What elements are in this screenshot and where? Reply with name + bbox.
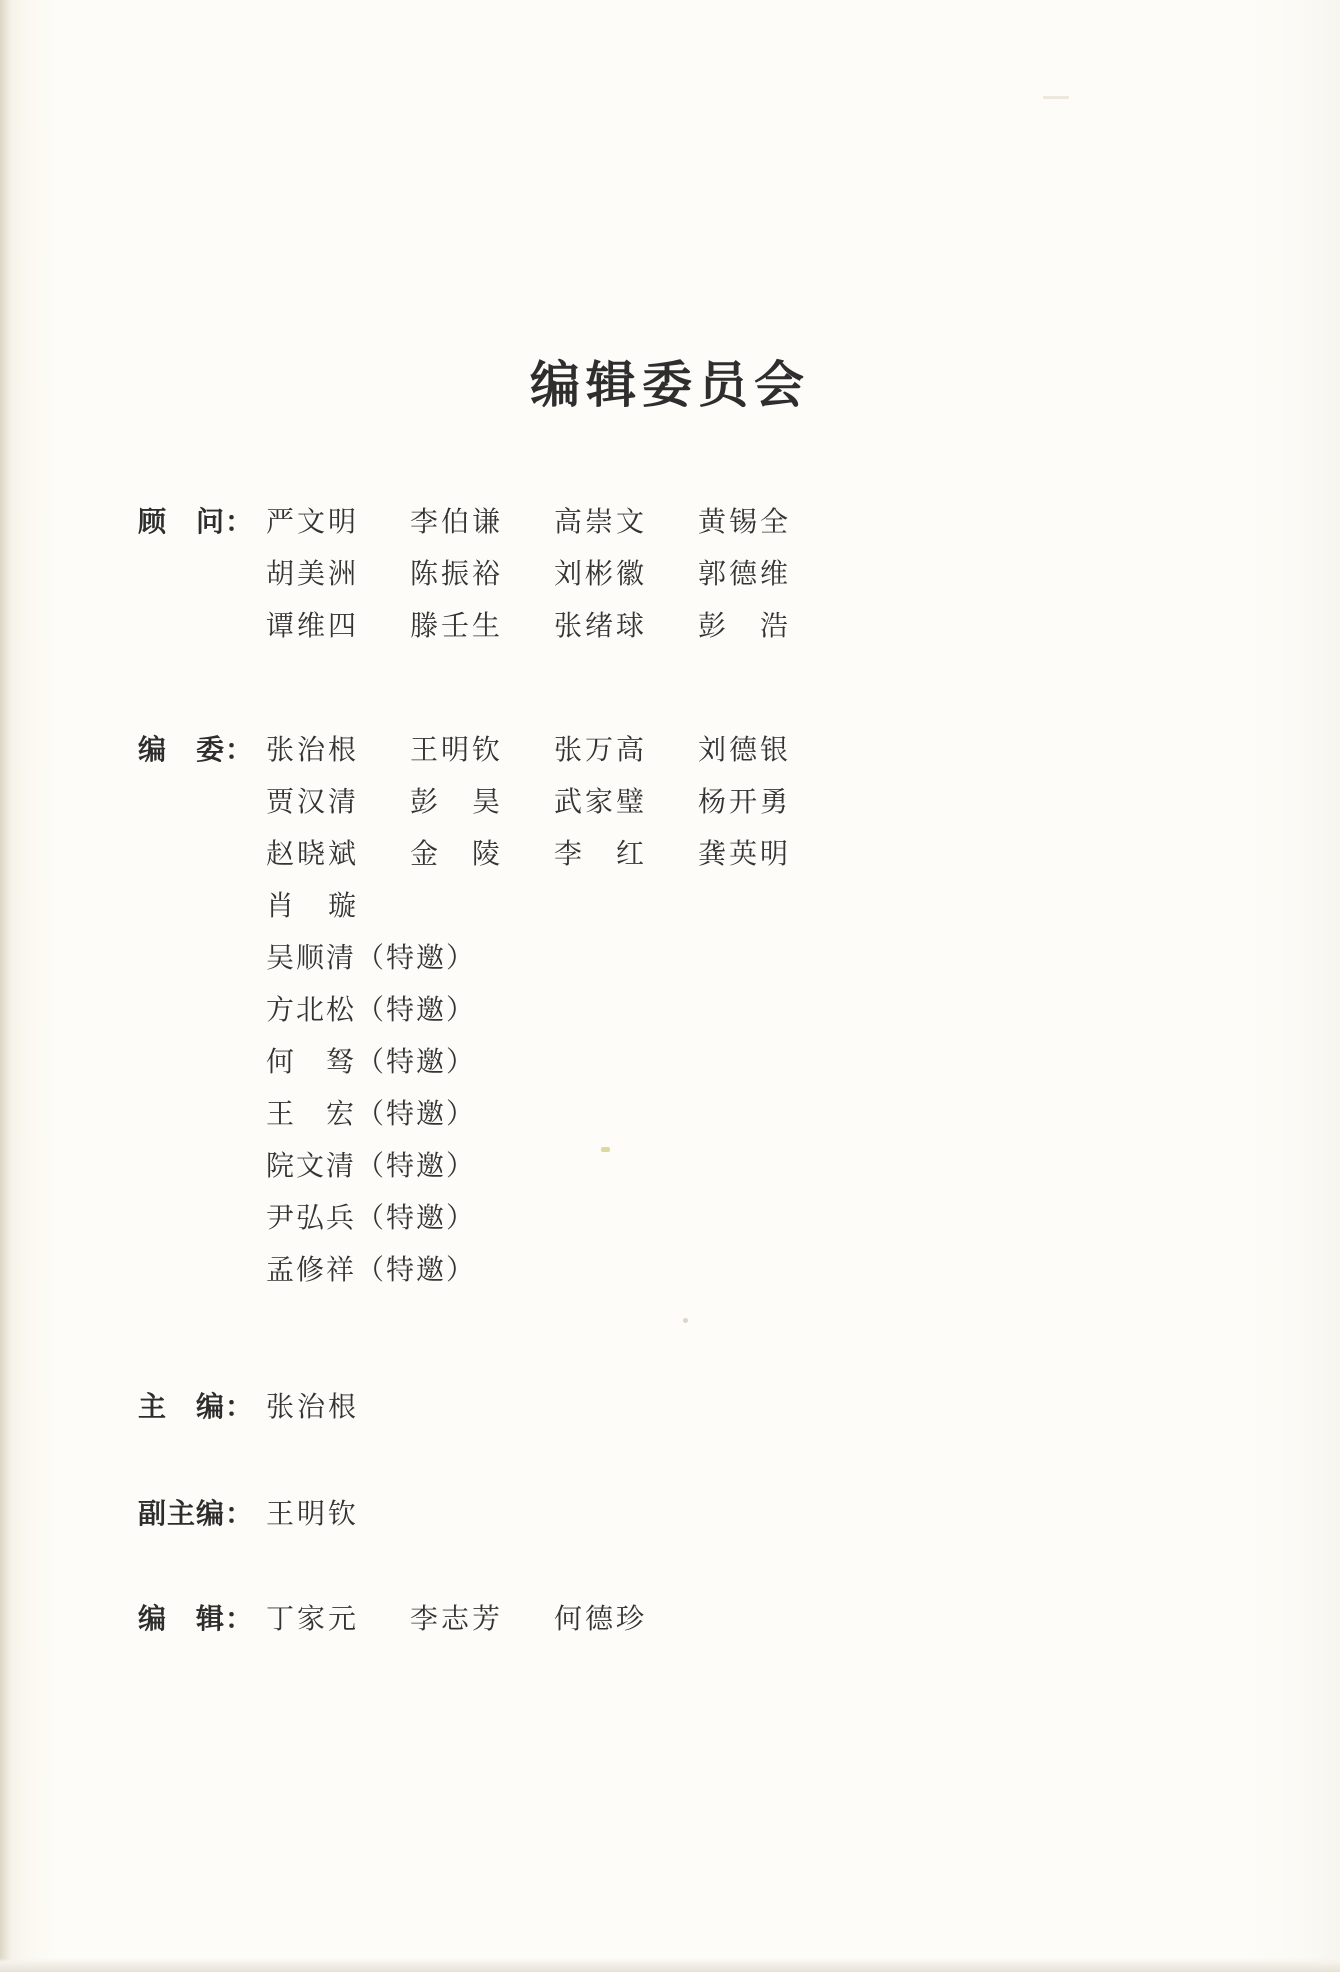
name-cell: 彭 浩 xyxy=(698,609,792,642)
page-title: 编辑委员会 xyxy=(530,355,810,414)
section-label: 编 辑： xyxy=(138,1602,255,1635)
name-cell: 刘彬徽 xyxy=(554,557,648,590)
section-label: 顾 问： xyxy=(138,505,255,538)
name-cell: 彭 昊 xyxy=(410,785,504,818)
section-editor-in-chief xyxy=(138,1385,1238,1447)
scan-streak-top xyxy=(1043,96,1069,99)
name-list xyxy=(266,1597,698,1649)
section-label: 编 委： xyxy=(138,733,255,766)
name-cell: 杨开勇 xyxy=(698,785,792,818)
name-cell: 张绪球 xyxy=(554,609,648,642)
name-cell: 王 宏（特邀） xyxy=(266,1097,477,1130)
section-label: 主 编： xyxy=(138,1390,255,1423)
name-line-special xyxy=(266,1248,842,1288)
name-line xyxy=(266,552,842,592)
name-cell: 张万高 xyxy=(554,733,648,766)
name-cell: 王明钦 xyxy=(266,1497,360,1530)
name-line xyxy=(266,1492,410,1532)
name-line xyxy=(266,1597,698,1637)
section-row xyxy=(138,500,1238,656)
name-cell: 贾汉清 xyxy=(266,785,360,818)
name-cell: 严文明 xyxy=(266,505,360,538)
name-cell: 龚英明 xyxy=(698,837,792,870)
name-line-special xyxy=(266,1092,842,1132)
section-editorial-board xyxy=(138,728,1238,1310)
name-cell: 肖 璇 xyxy=(266,889,360,922)
section-label: 副主编： xyxy=(138,1497,255,1530)
section-row xyxy=(138,1492,1238,1544)
name-cell: 谭维四 xyxy=(266,609,360,642)
name-cell: 尹弘兵（特邀） xyxy=(266,1201,477,1234)
name-cell: 滕壬生 xyxy=(410,609,504,642)
name-line-special xyxy=(266,988,842,1028)
name-list xyxy=(266,500,842,656)
name-line xyxy=(266,500,842,540)
section-deputy-editor-in-chief xyxy=(138,1492,1238,1554)
section-row xyxy=(138,1385,1238,1437)
name-cell: 刘德银 xyxy=(698,733,792,766)
name-cell: 张治根 xyxy=(266,1390,360,1423)
name-line xyxy=(266,604,842,644)
name-list xyxy=(266,728,842,1300)
name-cell: 院文清（特邀） xyxy=(266,1149,477,1182)
section-advisors xyxy=(138,500,1238,666)
name-line-special xyxy=(266,1040,842,1080)
name-cell: 王明钦 xyxy=(410,733,504,766)
name-cell: 何 驽（特邀） xyxy=(266,1045,477,1078)
name-list xyxy=(266,1385,410,1437)
scan-speck-gray xyxy=(683,1318,688,1323)
section-row xyxy=(138,728,1238,1300)
section-row xyxy=(138,1597,1238,1649)
name-cell: 黄锡全 xyxy=(698,505,792,538)
name-cell: 丁家元 xyxy=(266,1602,360,1635)
name-cell: 李伯谦 xyxy=(410,505,504,538)
name-cell: 何德珍 xyxy=(554,1602,648,1635)
name-cell: 吴顺清（特邀） xyxy=(266,941,477,974)
name-cell: 方北松（特邀） xyxy=(266,993,477,1026)
name-line xyxy=(266,780,842,820)
name-cell: 郭德维 xyxy=(698,557,792,590)
name-cell: 赵晓斌 xyxy=(266,837,360,870)
name-cell: 胡美洲 xyxy=(266,557,360,590)
name-line-special xyxy=(266,936,842,976)
name-cell: 武家璧 xyxy=(554,785,648,818)
name-cell: 李志芳 xyxy=(410,1602,504,1635)
name-cell: 孟修祥（特邀） xyxy=(266,1253,477,1286)
name-cell: 陈振裕 xyxy=(410,557,504,590)
name-line-special xyxy=(266,1196,842,1236)
name-line xyxy=(266,1385,410,1425)
name-line xyxy=(266,884,842,924)
name-cell: 李 红 xyxy=(554,837,648,870)
name-line xyxy=(266,728,842,768)
name-line-special xyxy=(266,1144,842,1184)
name-cell: 金 陵 xyxy=(410,837,504,870)
scan-speck-yellow xyxy=(601,1147,610,1152)
name-cell: 张治根 xyxy=(266,733,360,766)
section-editors xyxy=(138,1597,1238,1659)
name-list xyxy=(266,1492,410,1544)
name-line xyxy=(266,832,842,872)
name-cell: 高崇文 xyxy=(554,505,648,538)
